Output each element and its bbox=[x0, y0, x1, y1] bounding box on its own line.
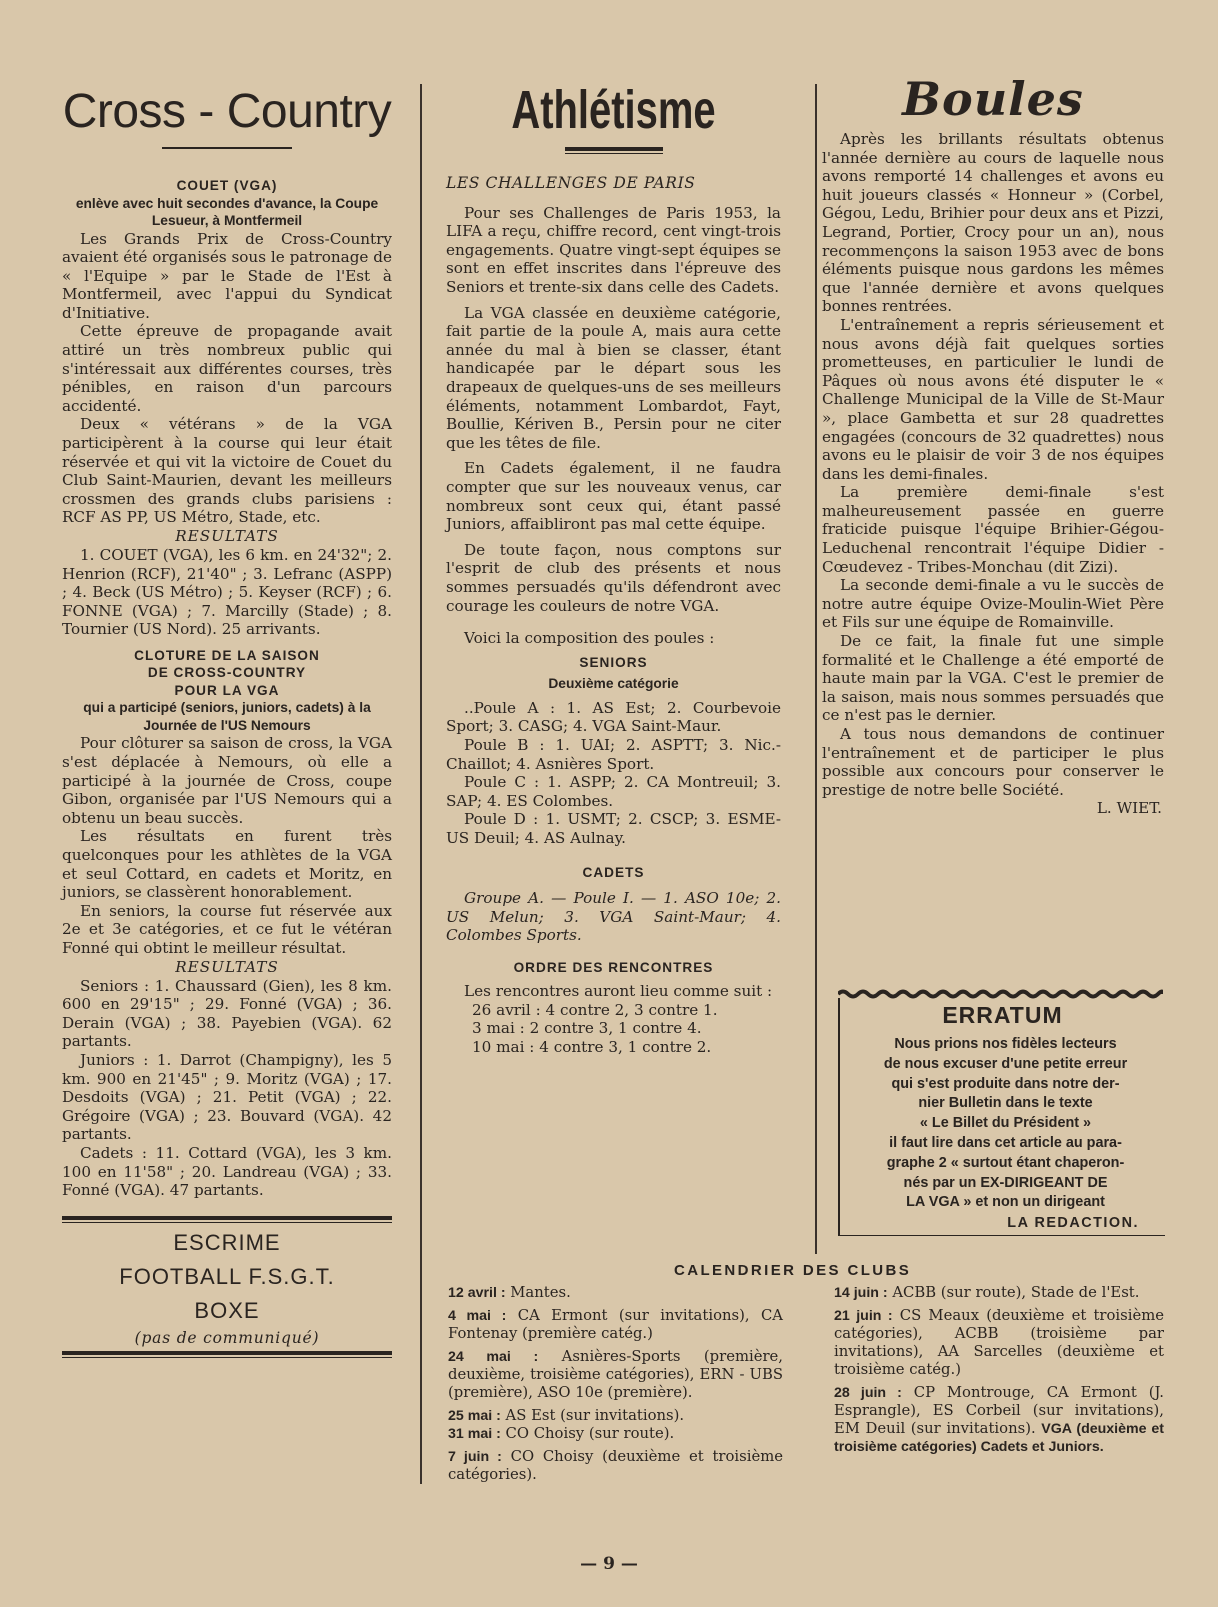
erratum-title: ERRATUM bbox=[942, 1002, 1063, 1028]
cross-subhead: enlève avec huit secondes d'avance, la Coupe Lesueur, à Montfermeil bbox=[75, 195, 379, 228]
boules-title: Boules bbox=[902, 72, 1084, 126]
erratum-signature: LA REDACTION. bbox=[1007, 1215, 1139, 1232]
rencontre-line: 10 mai : 4 contre 3, 1 contre 2. bbox=[472, 1038, 712, 1057]
calendar-entry: 25 mai : AS Est (sur invitations). bbox=[448, 1407, 685, 1424]
boules-signature: L. WIET. bbox=[1096, 799, 1162, 818]
poule-b: Poule B : 1. UAI; 2. ASPTT; 3. Nic.-Chaillot; 4. Asnières Sport. bbox=[446, 735, 781, 773]
ordre-intro: Les rencontres auront lieu comme suit : bbox=[464, 982, 773, 1001]
calendar-entry: 14 juin : ACBB (sur route), Stade de l'Est. bbox=[834, 1284, 1140, 1301]
page-number: — 9 — bbox=[580, 1554, 638, 1574]
calendar-entry: 24 mai : Asnières-Sports (première, deuxième, troisième catégories), ERN - UBS (première), ASO 10e (première). bbox=[448, 1348, 784, 1401]
calendrier-right bbox=[834, 1284, 1164, 1461]
poule-d: Poule D : 1. USMT; 2. CSCP; 3. ESME-US Deuil; 4. AS Aulnay. bbox=[446, 810, 781, 847]
boules-paragraph: La seconde demi-finale a vu le succès de notre autre équipe Ovize-Moulin-Wiet Père et Fils sur une équipe de Romainville. bbox=[822, 576, 1164, 632]
results-heading: RESULTATS bbox=[175, 957, 279, 976]
ordre-heading: ORDRE DES RENCONTRES bbox=[513, 959, 714, 975]
athletisme-paragraph: La VGA classée en deuxième catégorie, fait partie de la poule A, mais aura cette année du mal à bien se classer, étant handicapée par le départ sous les drapeaux de quelques-uns de ses meilleurs éléments, notamment Lombardot, Fayt, Boullie, Kériven B., Persin pour ne citer que les têtes de file. bbox=[446, 303, 781, 452]
athletisme-paragraph: Voici la composition des poules : bbox=[464, 629, 715, 648]
results-cadets: Cadets : 11. Cottard (VGA), les 3 km. 100 en 11'58" ; 20. Landreau (VGA) ; 33. Fonné (VGA). 47 partants. bbox=[62, 1143, 392, 1200]
athletisme-column bbox=[446, 78, 781, 1057]
athletisme-paragraph: En Cadets également, il ne faudra compter que sur les nouveaux venus, car nombreux sont ceux qui, étant passé Juniors, affaibliront pas mal cette équipe. bbox=[446, 459, 781, 534]
cross-country-column bbox=[62, 78, 392, 1358]
cross-paragraph: En seniors, la course fut réservée aux 2e et 3e catégories, et ce fut le vétéran Fonné qui obtint le meilleur résultat. bbox=[62, 901, 392, 957]
rencontre-line: 3 mai : 2 contre 3, 1 contre 4. bbox=[472, 1019, 702, 1038]
calendar-entry: 12 avril : Mantes. bbox=[448, 1284, 571, 1301]
calendar-entry: 7 juin : CO Choisy (deuxième et troisième catégories). bbox=[448, 1448, 783, 1483]
title-underline bbox=[565, 147, 663, 154]
calendar-entry: 28 juin : CP Montrouge, CA Ermont (J. Esprangle), ES Corbeil (sur invitations), EM Deuil (sur invitations). VGA (deuxième et troisième catégories) Cadets et Juniors. bbox=[834, 1384, 1164, 1455]
results-juniors: Juniors : 1. Darrot (Champigny), les 5 km. 900 en 21'45" ; 9. Moritz (VGA) ; 17. Desdoits (VGA) ; 21. Petit (VGA) ; 22. Grégoire (VGA) ; 23. Bouvard (VGA). 42 partants. bbox=[62, 1050, 392, 1144]
football-label: FOOTBALL F.S.G.T. bbox=[119, 1263, 335, 1289]
calendrier-title: CALENDRIER DES CLUBS bbox=[674, 1262, 912, 1279]
cross-country-title: Cross - Country bbox=[62, 85, 392, 138]
calendar-entry: 21 juin : CS Meaux (deuxième et troisième catégories), ACBB (troisième par invitations), AA Sarcelles (deuxième et troisième catég.) bbox=[834, 1307, 1165, 1378]
section-divider bbox=[62, 1351, 392, 1358]
cross-paragraph: Les Grands Prix de Cross-Country avaient été organisés sous le patronage de « l'Equipe » par le Stade de l'Est à Montfermeil, avec l'appui du Syndicat d'Initiative. bbox=[62, 229, 392, 322]
section-divider bbox=[62, 1216, 392, 1223]
results-heading: RESULTATS bbox=[175, 527, 279, 545]
boules-paragraph: Après les brillants résultats obtenus l'année dernière au cours de laquelle nous avons remporté 14 challenges et avons eu huit joueurs classés « Honneur » (Corbel, Gégou, Ledu, Brihier pour deux ans et Pizzi, Legrand, Portier, Crocy pour un an), nous recommençons la saison 1953 avec de bons éléments puisque nous gardons les mêmes que l'année dernière et avons quelques bonnes rentrées. bbox=[822, 130, 1164, 316]
column-rule-right bbox=[815, 84, 817, 1254]
poule-c: Poule C : 1. ASPP; 2. CA Montreuil; 3. SAP; 4. ES Colombes. bbox=[446, 773, 781, 810]
poule-a: ..Poule A : 1. AS Est; 2. Courbevoie Sport; 3. CASG; 4. VGA Saint-Maur. bbox=[446, 698, 781, 736]
athletisme-paragraph: De toute façon, nous comptons sur l'esprit de club des présents et nous sommes persuadés qu'ils défendront avec courage les couleurs de notre VGA. bbox=[446, 540, 781, 615]
boules-column bbox=[822, 72, 1164, 818]
cross-headline: COUET (VGA) bbox=[176, 178, 278, 193]
column-rule-left bbox=[420, 84, 422, 1484]
calendrier-left bbox=[448, 1284, 783, 1489]
no-communique-note: (pas de communiqué) bbox=[134, 1328, 320, 1347]
athletisme-title: Athlétisme bbox=[511, 80, 716, 140]
cloture-headline: DE CROSS-COUNTRY bbox=[147, 665, 307, 681]
escrime-label: ESCRIME bbox=[173, 1229, 281, 1255]
cloture-subhead: qui a participé (seniors, juniors, cadets) à la Journée de l'US Nemours bbox=[83, 700, 371, 733]
erratum-text: Nous prions nos fidèles lecteurs de nous excuser d'une petite erreur qui s'est produite dans notre der- nier Bulletin dans le texte « Le Billet du Président » il faut lire dans cet article au para- graphe 2 « surtout étant chaperon- nés par un EX-DIRIGEANT DE LA VGA » et non un dirigeant bbox=[883, 1036, 1128, 1211]
boules-paragraph: De ce fait, la finale fut une simple formalité et le Challenge a été emporté de haute main par la VGA. C'est le premier de la saison, mais nous sommes persuadés que ce n'est pas le dernier. bbox=[822, 632, 1164, 725]
seniors-heading: SENIORS bbox=[579, 654, 648, 670]
cross-paragraph: Les résultats en furent très quelconques pour les athlètes de la VGA et seul Cottard, en cadets et Moritz, en juniors, se classèrent honorablement. bbox=[62, 827, 392, 902]
calendar-entry: 31 mai : CO Choisy (sur route). bbox=[448, 1425, 675, 1442]
boules-paragraph: La première demi-finale s'est malheureusement passée en guerre fraticide puisque l'équipe Brihier-Gégou-Leduchenal rencontrait l'équipe Didier - Cœudevez - Tribes-Monchau (dit Zizi). bbox=[822, 483, 1164, 576]
category-heading: Deuxième catégorie bbox=[548, 676, 679, 692]
erratum-box bbox=[838, 998, 1165, 1236]
boxe-label: BOXE bbox=[194, 1297, 260, 1323]
cloture-headline: POUR LA VGA bbox=[174, 682, 280, 698]
cross-paragraph: Pour clôturer sa saison de cross, la VGA s'est déplacée à Nemours, où elle a participé à la journée de Cross, coupe Gibon, organisée par l'US Nemours qui a obtenu un beau succès. bbox=[62, 734, 392, 827]
results-seniors: Seniors : 1. Chaussard (Gien), les 8 km. 600 en 29'15" ; 29. Fonné (VGA) ; 36. Derain (VGA) ; 38. Payebien (VGA). 62 partants. bbox=[62, 976, 392, 1051]
boules-paragraph: L'entraînement a repris sérieusement et nous avons déjà fait quelques sorties prometteuses, en particulier le lundi de Pâques où nous avons été disputer le « Challenge Municipal de la Ville de St-Maur », place Gambetta et sur 28 quadrettes engagées (concours de 32 quadrettes) nous avons eu le plaisir de voir 3 de nos équipes dans les demi-finales. bbox=[822, 315, 1164, 483]
title-underline bbox=[162, 147, 292, 149]
rencontre-line: 26 avril : 4 contre 2, 3 contre 1. bbox=[472, 1000, 718, 1019]
calendar-entry: 4 mai : CA Ermont (sur invitations), CA Fontenay (première catég.) bbox=[448, 1307, 783, 1342]
cloture-headline: CLOTURE DE LA SAISON bbox=[134, 647, 320, 663]
cross-paragraph: Cette épreuve de propagande avait attiré un très nombreux public qui s'intéressait aux différentes courses, très pénibles, en raison d'un parcours accidenté. bbox=[62, 322, 392, 415]
cross-results: 1. COUET (VGA), les 6 km. en 24'32"; 2. Henrion (RCF), 21'40" ; 3. Lefranc (ASPP) ; 4. Beck (US Métro) ; 5. Keyser (RCF) ; 6. FONNE (VGA) ; 7. Marcilly (Stade) ; 8. Tournier (US Nord). 25 arrivants. bbox=[62, 546, 392, 639]
cadets-groupe: Groupe A. — Poule I. — 1. ASO 10e; 2. US Melun; 3. VGA Saint-Maur; 4. Colombes Sports. bbox=[446, 889, 781, 945]
boules-paragraph: A tous nous demandons de continuer l'entraînement et de participer le plus possible aux concours pour conserver le prestige de notre belle Société. bbox=[822, 725, 1164, 799]
athletisme-paragraph: Pour ses Challenges de Paris 1953, la LIFA a reçu, chiffre record, cent vingt-trois engagements. Quatre vingt-sept équipes se sont en effet inscrites dans l'épreuve des Seniors et trente-six dans celle des Cadets. bbox=[446, 203, 781, 297]
cadets-heading: CADETS bbox=[582, 864, 645, 880]
athletisme-subtitle: LES CHALLENGES DE PARIS bbox=[446, 173, 696, 192]
cross-paragraph: Deux « vétérans » de la VGA participèrent à la course qui leur était réservée et qui vit la victoire de Couet du Club Saint-Maurien, devant les meilleurs crossmen des grands clubs parisiens : RCF AS PP, US Métro, Stade, etc. bbox=[62, 415, 392, 527]
